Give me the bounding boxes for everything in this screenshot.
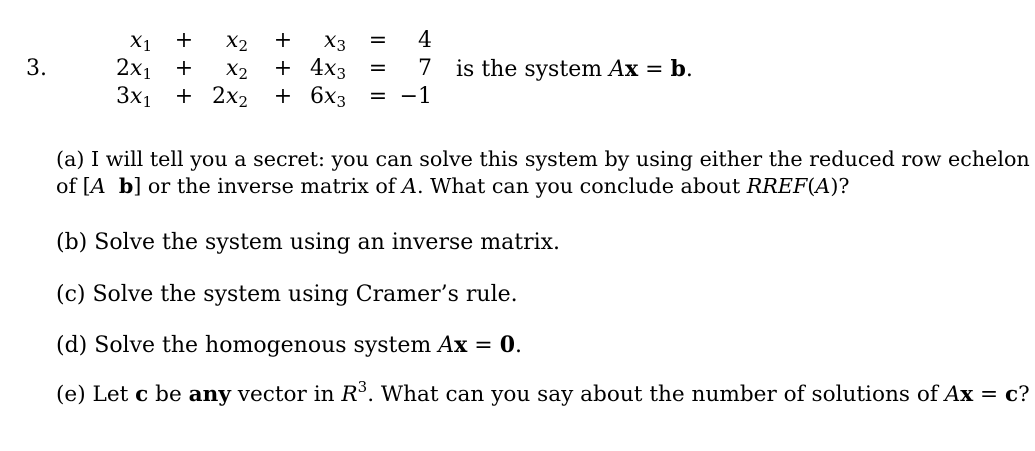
term-1: $2x_1$ xyxy=(116,56,152,83)
rhs-value: −1 xyxy=(399,84,432,109)
plus-sign: + xyxy=(273,28,293,53)
term-3: $6x_3$ xyxy=(310,84,346,111)
term-2: $x_2$ xyxy=(226,56,248,83)
plus-sign: + xyxy=(273,84,293,109)
rhs-value: 7 xyxy=(418,56,432,81)
part-b: (b) Solve the system using an inverse matrix. xyxy=(56,230,561,255)
part-a-line-2: of [A b] or the inverse matrix of A. What can you conclude about RREF(A)? xyxy=(56,174,850,199)
term-1: $x_1$ xyxy=(130,28,152,55)
term-3: $x_3$ xyxy=(324,28,346,55)
part-a-line-1: (a) I will tell you a secret: you can solve this system by using either the reduced row echelon xyxy=(56,147,1030,171)
part-e: (e) Let c be any vector in $R^3$. What can you say about the number of solutions of Ax = c? xyxy=(56,378,1030,407)
term-3: $4x_3$ xyxy=(310,56,346,83)
plus-sign: + xyxy=(273,56,293,81)
part-d: (d) Solve the homogenous system Ax = 0. xyxy=(56,332,523,358)
system-statement: is the system Ax = b. xyxy=(456,56,693,82)
part-c: (c) Solve the system using Cramer’s rule. xyxy=(56,282,518,307)
part-a xyxy=(56,146,1030,201)
rhs-value: 4 xyxy=(418,28,432,53)
equals-sign: = xyxy=(368,56,388,81)
plus-sign: + xyxy=(174,28,194,53)
equals-sign: = xyxy=(368,84,388,109)
term-2: $2x_2$ xyxy=(212,84,248,111)
equals-sign: = xyxy=(368,28,388,53)
plus-sign: + xyxy=(174,56,194,81)
term-1: $3x_1$ xyxy=(116,84,152,111)
plus-sign: + xyxy=(174,84,194,109)
term-2: $x_2$ xyxy=(226,28,248,55)
problem-number: 3. xyxy=(26,56,47,81)
